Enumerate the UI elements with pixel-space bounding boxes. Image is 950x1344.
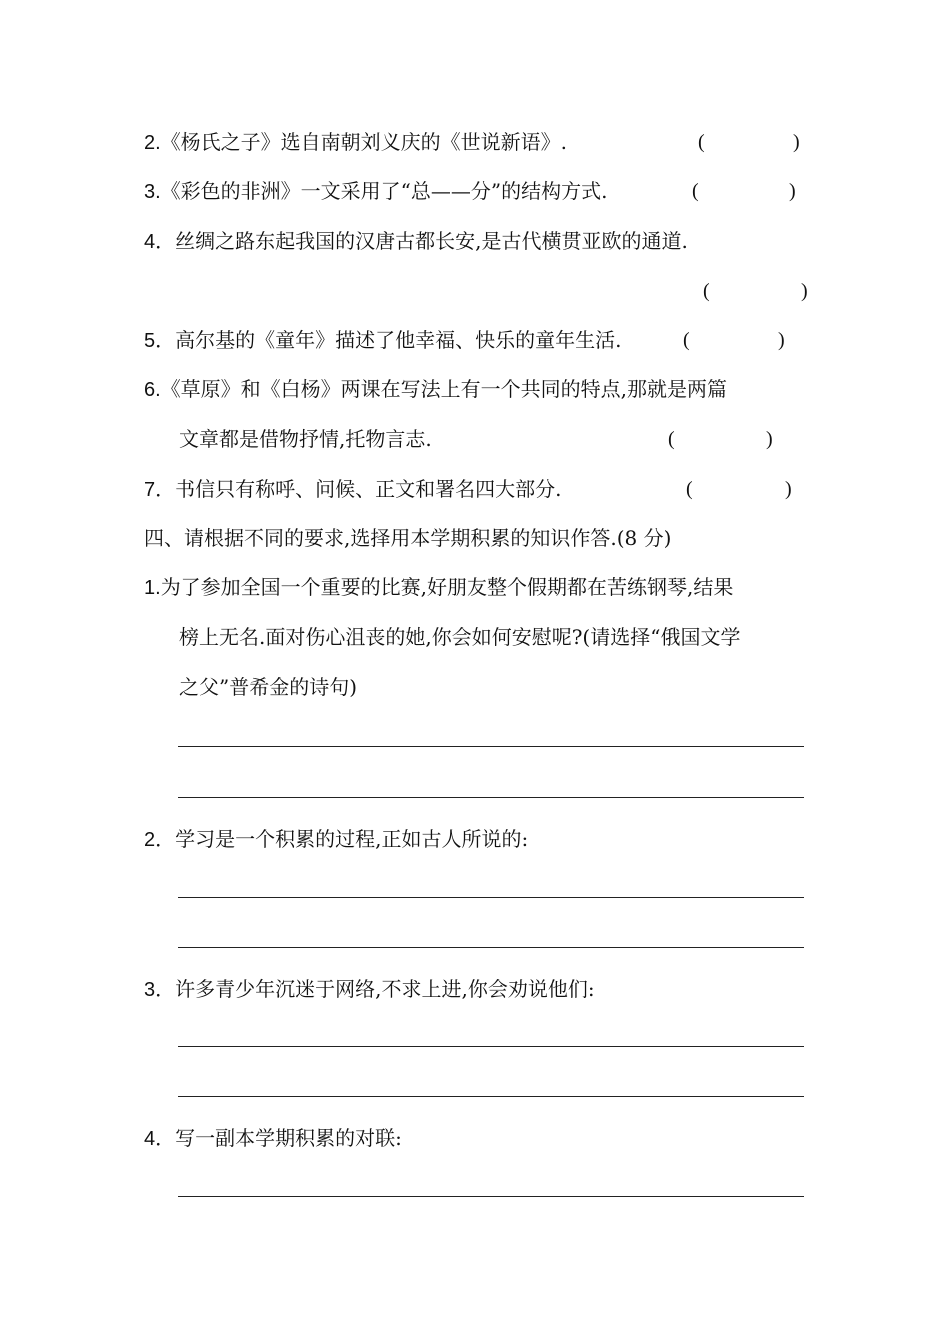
question-2 — [144, 825, 528, 854]
question-4 — [144, 1124, 402, 1153]
item-number: 5． — [144, 330, 176, 352]
answer-paren-close: ) — [785, 478, 792, 500]
answer-paren-open: ( — [698, 131, 705, 153]
judgment-item-3 — [144, 177, 608, 206]
answer-line[interactable] — [178, 797, 804, 798]
item-text: 《草原》和《白杨》两课在写法上有一个共同的特点,那就是两篇 — [160, 377, 728, 401]
judgment-item-6 — [144, 375, 727, 404]
item-text: 丝绸之路东起我国的汉唐古都长安,是古代横贯亚欧的通道. — [175, 229, 688, 253]
answer-line[interactable] — [178, 947, 804, 948]
answer-line[interactable] — [178, 746, 804, 747]
answer-line[interactable] — [178, 1096, 804, 1097]
item-text: 书信只有称呼、问候、正文和署名四大部分. — [175, 477, 562, 501]
judgment-item-4 — [144, 227, 688, 256]
item-text: 许多青少年沉迷于网络,不求上进,你会劝说他们: — [175, 977, 595, 1001]
answer-paren-open: ( — [686, 478, 693, 500]
question-1-line3: 之父”普希金的诗句) — [179, 675, 358, 699]
item-number: 7． — [144, 479, 176, 501]
question-3 — [144, 975, 595, 1004]
item-number: 4． — [144, 1128, 176, 1150]
judgment-item-6-continued: 文章都是借物抒情,托物言志. — [179, 427, 432, 451]
section-heading: 四、请根据不同的要求,选择用本学期积累的知识作答.(8 分) — [144, 526, 672, 550]
answer-line[interactable] — [178, 1196, 804, 1197]
answer-paren-open: ( — [668, 428, 675, 450]
item-number: 3. — [144, 181, 161, 203]
judgment-item-5 — [144, 326, 621, 355]
item-number: 2. — [144, 132, 161, 154]
item-number: 1. — [144, 577, 161, 599]
answer-line[interactable] — [178, 897, 804, 898]
item-text: 《杨氏之子》选自南朝刘义庆的《世说新语》. — [160, 130, 568, 154]
question-1 — [144, 573, 733, 602]
question-1-line2: 榜上无名.面对伤心沮丧的她,你会如何安慰呢?(请选择“俄国文学 — [179, 625, 741, 649]
answer-paren-close: ) — [766, 428, 773, 450]
answer-paren-open: ( — [692, 180, 699, 202]
item-number: 4． — [144, 231, 176, 253]
answer-line[interactable] — [178, 1046, 804, 1047]
item-number: 2． — [144, 829, 176, 851]
judgment-item-2 — [144, 128, 567, 157]
answer-paren-close: ) — [778, 329, 785, 351]
judgment-item-7 — [144, 475, 561, 504]
item-number: 6. — [144, 379, 161, 401]
answer-paren-open: ( — [683, 329, 690, 351]
item-text: 写一副本学期积累的对联: — [175, 1126, 402, 1150]
item-text: 为了参加全国一个重要的比赛,好朋友整个假期都在苦练钢琴,结果 — [160, 575, 734, 599]
item-text: 学习是一个积累的过程,正如古人所说的: — [175, 827, 529, 851]
item-number: 3． — [144, 979, 176, 1001]
answer-paren-open: ( — [703, 280, 710, 302]
answer-paren-close: ) — [793, 131, 800, 153]
answer-paren-close: ) — [801, 280, 808, 302]
item-text: 《彩色的非洲》一文采用了“总——分”的结构方式. — [160, 179, 608, 203]
item-text: 高尔基的《童年》描述了他幸福、快乐的童年生活. — [175, 328, 622, 352]
answer-paren-close: ) — [789, 180, 796, 202]
